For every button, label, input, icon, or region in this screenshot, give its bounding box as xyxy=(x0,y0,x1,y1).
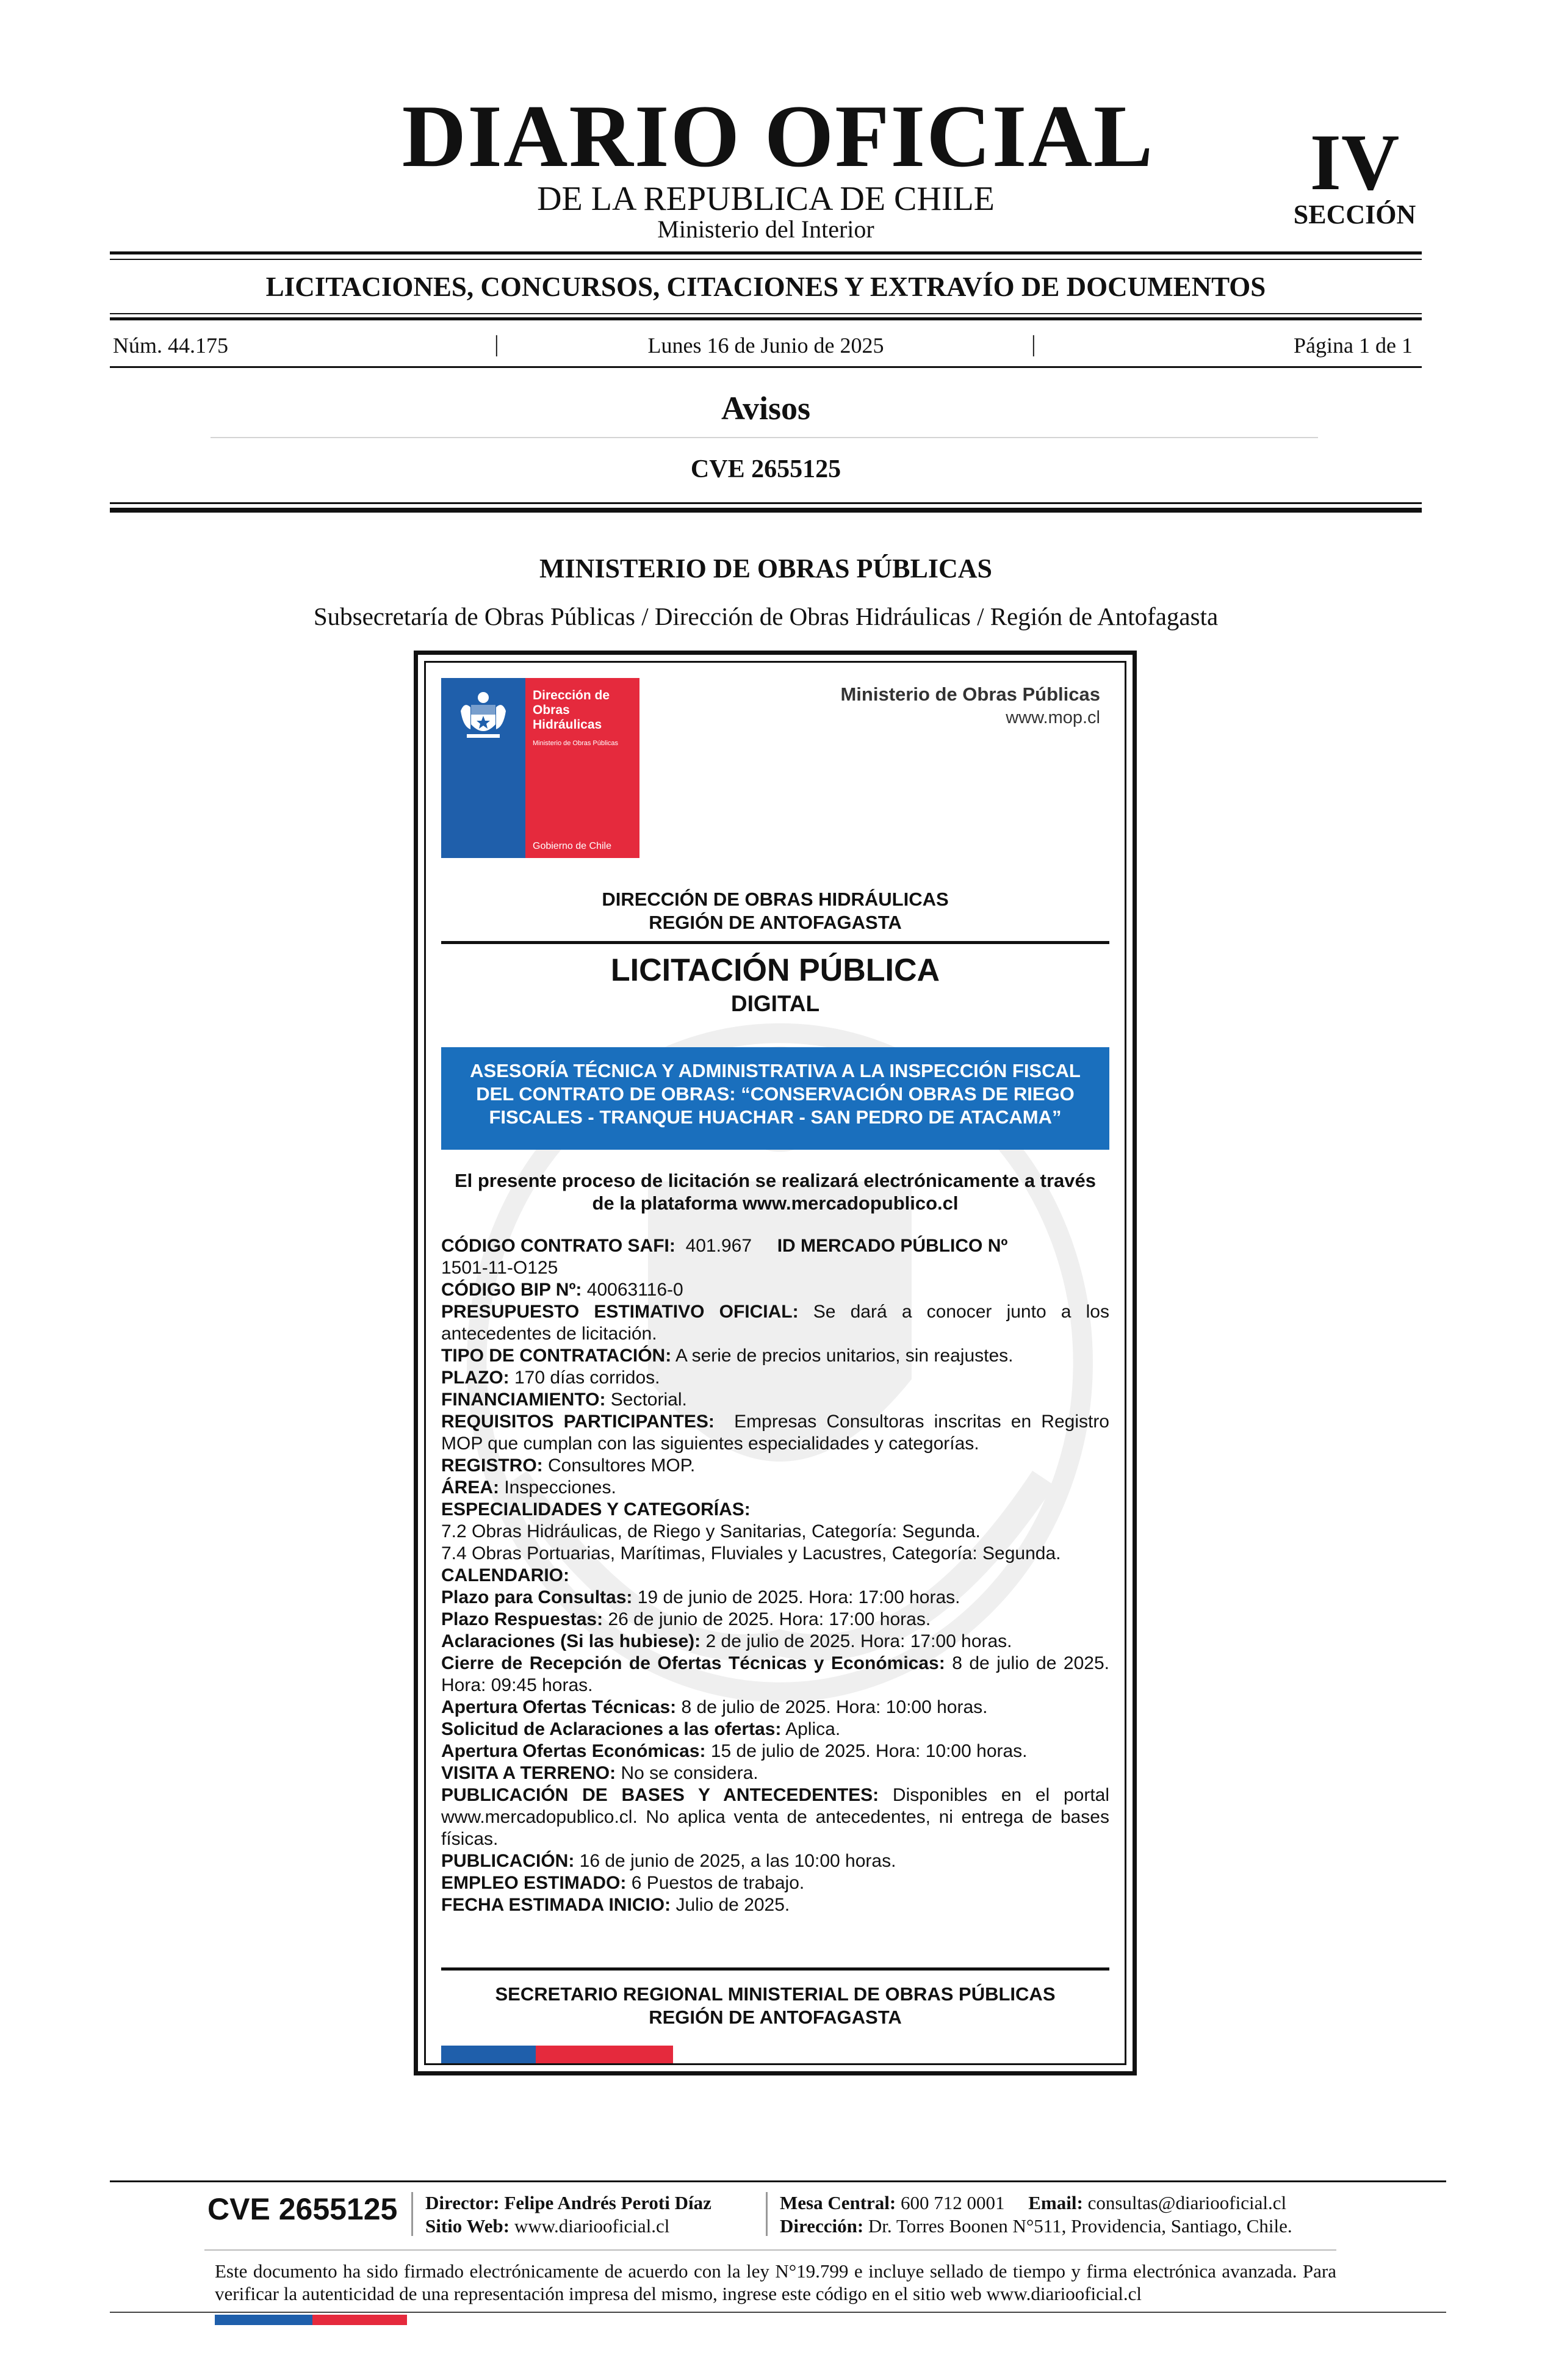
directorate-region: REGIÓN DE ANTOFAGASTA xyxy=(649,912,902,933)
detail-tipo: TIPO DE CONTRATACIÓN: A serie de precios unitarios, sin reajustes. xyxy=(441,1346,1014,1366)
signatory-region: REGIÓN DE ANTOFAGASTA xyxy=(649,2007,902,2028)
footer-address: Dirección: Dr. Torres Boonen N°511, Providencia, Santiago, Chile. xyxy=(780,2215,1292,2237)
masthead-ministry: Ministerio del Interior xyxy=(657,215,874,243)
detail-empleo: EMPLEO ESTIMADO: 6 Puestos de trabajo. xyxy=(441,1873,805,1893)
crest-icon xyxy=(456,687,511,743)
banner-rule xyxy=(110,313,1422,314)
detail-area: ÁREA: Inspecciones. xyxy=(441,1477,616,1498)
gob-color-bar-red xyxy=(536,2046,673,2064)
heading-divider xyxy=(211,437,1318,438)
calendar-apertura-economicas: Apertura Ofertas Económicas: 15 de julio de 2025. Hora: 10:00 horas. xyxy=(441,1741,1028,1761)
issue-separator: | xyxy=(494,331,499,357)
detail-id-mercado: 1501-11-O125 xyxy=(441,1258,558,1278)
calendar-solicitud: Solicitud de Aclaraciones a las ofertas: Aplica. xyxy=(441,1719,841,1739)
project-title-box xyxy=(441,1047,1109,1150)
detail-calendario-label: CALENDARIO: xyxy=(441,1565,569,1585)
detail-presupuesto: PRESUPUESTO ESTIMATIVO OFICIAL: Se dará a conocer junto a los antecedentes de licitación. xyxy=(441,1302,1109,1344)
footer-director: Director: Felipe Andrés Peroti Díaz xyxy=(425,2192,711,2213)
banner-rule xyxy=(110,317,1422,320)
issue-number: Núm. 44.175 xyxy=(113,333,228,358)
calendar-aclaraciones: Aclaraciones (Si las hubiese): 2 de julio de 2025. Hora: 17:00 horas. xyxy=(441,1631,1012,1651)
detail-codigo: CÓDIGO CONTRATO SAFI: 401.967 ID MERCADO PÚBLICO Nº xyxy=(441,1236,1008,1256)
detail-publicacion: PUBLICACIÓN: 16 de junio de 2025, a las 10:00 horas. xyxy=(441,1851,896,1871)
calendar-consultas: Plazo para Consultas: 19 de junio de 2025. Hora: 17:00 horas. xyxy=(441,1587,960,1607)
project-title-line: ASESORÍA TÉCNICA Y ADMINISTRATIVA A LA INSPECCIÓN FISCAL xyxy=(470,1060,1081,1081)
footer-rule xyxy=(110,2312,1446,2313)
footer-divider xyxy=(204,2249,1336,2251)
cve-rule xyxy=(110,502,1422,504)
detail-especialidad: 7.4 Obras Portuarias, Marítimas, Fluviales y Lacustres, Categoría: Segunda. xyxy=(441,1543,1061,1563)
tender-notice xyxy=(414,651,1137,2075)
detail-publicacion-bases: PUBLICACIÓN DE BASES Y ANTECEDENTES: Disponibles en el portal www.mercadopublico.cl. No aplica venta de antecedentes, ni entrega de bases físicas. xyxy=(441,1785,1109,1849)
mop-website: www.mop.cl xyxy=(1006,708,1100,727)
header-rule xyxy=(110,259,1422,260)
footer-color-bar-blue xyxy=(215,2315,312,2325)
section-heading: Avisos xyxy=(721,390,811,427)
tender-details xyxy=(441,1235,1109,1916)
logo-gobierno-text: Gobierno de Chile xyxy=(533,841,611,851)
logo-text: Dirección de xyxy=(533,688,610,702)
logo-text: Obras xyxy=(533,703,570,717)
cve-rule xyxy=(110,508,1422,513)
calendar-cierre: Cierre de Recepción de Ofertas Técnicas y Económicas: 8 de julio de 2025. Hora: 09:45 horas. xyxy=(441,1653,1109,1695)
tender-title: LICITACIÓN PÚBLICA xyxy=(610,953,940,988)
footer-cve: CVE 2655125 xyxy=(207,2192,398,2226)
section-label: SECCIÓN xyxy=(1293,200,1416,229)
doh-logo xyxy=(441,678,639,858)
footer-color-bar-red xyxy=(312,2315,407,2325)
meta-rule xyxy=(110,366,1422,368)
detail-visita: VISITA A TERRENO: No se considera. xyxy=(441,1763,758,1783)
masthead-subtitle: DE LA REPUBLICA DE CHILE xyxy=(537,180,995,218)
directorate-name: DIRECCIÓN DE OBRAS HIDRÁULICAS xyxy=(602,889,949,910)
detail-especialidad: 7.2 Obras Hidráulicas, de Riego y Sanitarias, Categoría: Segunda. xyxy=(441,1521,981,1542)
masthead-title: DIARIO OFICIAL xyxy=(402,87,1154,186)
section-banner: LICITACIONES, CONCURSOS, CITACIONES Y EXTRAVÍO DE DOCUMENTOS xyxy=(265,272,1266,302)
logo-text: Hidráulicas xyxy=(533,718,602,732)
footer-website: Sitio Web: www.diariooficial.cl xyxy=(425,2215,670,2237)
footer-contact: Mesa Central: 600 712 0001 Email: consultas@diariooficial.cl xyxy=(780,2192,1287,2213)
subsecretaria-line: Subsecretaría de Obras Públicas / Dirección de Obras Hidráulicas / Región de Antofagasta xyxy=(313,602,1219,630)
detail-fecha-inicio: FECHA ESTIMADA INICIO: Julio de 2025. xyxy=(441,1895,790,1915)
project-title-line: FISCALES - TRANQUE HUACHAR - SAN PEDRO DE ATACAMA” xyxy=(489,1106,1062,1128)
footer-legal-text: Este documento ha sido firmado electrónicamente de acuerdo con la ley N°19.799 e incluye sellado de tiempo y firma electrónica avanzada. Para verificar la autenticidad de una representación impresa del mismo, ingrese este código en el sitio web www.diariooficial.cl xyxy=(215,2260,1336,2304)
ministry-heading: MINISTERIO DE OBRAS PÚBLICAS xyxy=(539,554,993,583)
calendar-respuestas: Plazo Respuestas: 26 de junio de 2025. Hora: 17:00 horas. xyxy=(441,1609,931,1629)
detail-plazo: PLAZO: 170 días corridos. xyxy=(441,1368,660,1388)
detail-financiamiento: FINANCIAMIENTO: Sectorial. xyxy=(441,1390,687,1410)
signatory-title: SECRETARIO REGIONAL MINISTERIAL DE OBRAS PÚBLICAS xyxy=(495,1983,1056,2005)
calendar-apertura-tecnicas: Apertura Ofertas Técnicas: 8 de julio de 2025. Hora: 10:00 horas. xyxy=(441,1697,988,1717)
mop-name: Ministerio de Obras Públicas xyxy=(840,683,1100,705)
footer-rule xyxy=(110,2180,1446,2182)
issue-date: Lunes 16 de Junio de 2025 xyxy=(647,333,884,358)
gob-color-bar-blue xyxy=(441,2046,536,2064)
section-number: IV xyxy=(1309,117,1400,207)
issue-separator: | xyxy=(1031,331,1036,357)
detail-registro: REGISTRO: Consultores MOP. xyxy=(441,1455,696,1476)
footer-separator xyxy=(766,2192,768,2236)
notice-divider xyxy=(441,1967,1109,1971)
page-indicator: Página 1 de 1 xyxy=(1294,333,1413,358)
notice-divider xyxy=(441,941,1109,944)
project-title-line: DEL CONTRATO DE OBRAS: “CONSERVACIÓN OBRAS DE RIEGO xyxy=(476,1083,1075,1105)
header-rule xyxy=(110,251,1422,254)
cve-code: CVE 2655125 xyxy=(690,455,841,483)
tender-intro: El presente proceso de licitación se realizará electrónicamente a través de la plataforma www.mercadopublico.cl xyxy=(454,1170,1097,1214)
detail-especialidades-label: ESPECIALIDADES Y CATEGORÍAS: xyxy=(441,1499,751,1520)
detail-bip: CÓDIGO BIP Nº: 40063116-0 xyxy=(441,1280,683,1300)
tender-subtitle: DIGITAL xyxy=(730,991,820,1016)
detail-requisitos: REQUISITOS PARTICIPANTES: Empresas Consultoras inscritas en Registro MOP que cumplan con las siguientes especialidades y categorías. xyxy=(441,1412,1109,1454)
footer-separator xyxy=(411,2192,413,2236)
logo-ministry-text: Ministerio de Obras Públicas xyxy=(533,740,619,747)
